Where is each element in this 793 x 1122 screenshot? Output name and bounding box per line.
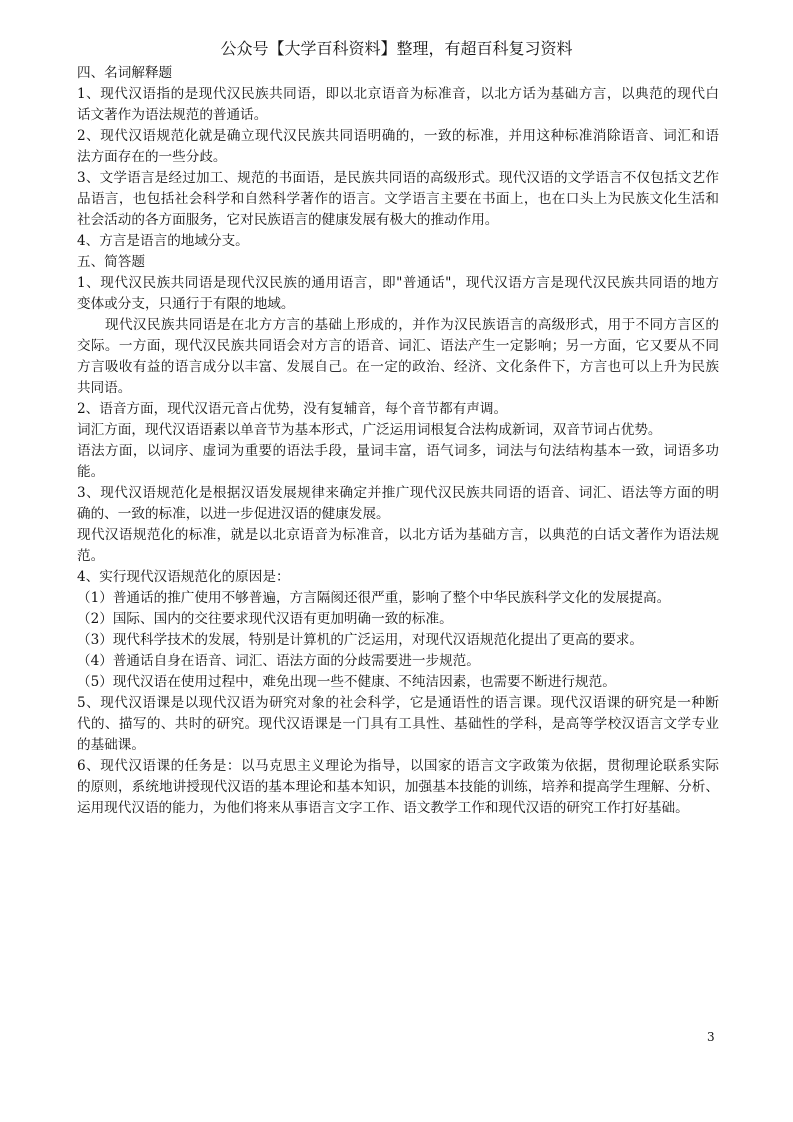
text-line: 2、现代汉语规范化就是确立现代汉民族共同语明确的，一致的标准，并用这种标准消除语音、词汇和语 [77,128,719,144]
text-line: 现代汉语规范化的标准，就是以北京语音为标准音，以北方话为基础方言，以典范的白话文著作为语法规 [77,527,719,543]
text-line: 品语言，也包括社会科学和自然科学著作的语言。文学语言主要在书面上，也在口头上为民族文化生活和 [77,191,719,207]
text-line: 1、现代汉语指的是现代汉民族共同语，即以北京语音为标准音，以北方话为基础方言，以典范的现代白 [77,86,719,102]
text-line: 范。 [77,548,105,564]
text-line: 的基础课。 [77,737,145,753]
paragraph [77,630,719,651]
text-line: 4、方言是语言的地域分支。 [77,233,249,249]
text-line: （4）普通话自身在语音、词汇、语法方面的分歧需要进一步规范。 [77,653,480,669]
paragraph [77,63,719,84]
text-line: 运用现代汉语的能力，为他们将来从事语言文字工作、语文教学工作和现代汉语的研究工作打好基础。 [77,800,689,816]
paragraph [77,672,719,693]
text-line: 社会活动的各方面服务，它对民族语言的健康发展有极大的推动作用。 [77,212,499,228]
text-line: （3）现代科学技术的发展，特别是计算机的广泛运用，对现代汉语规范化提出了更高的要求。 [77,632,643,648]
text-line: 共同语。 [77,380,132,396]
document-body [77,63,719,819]
paragraph [77,651,719,672]
text-line: 交际。一方面，现代汉民族共同语会对方言的语音、词汇、语法产生一定影响；另一方面，它又要从不同 [77,338,719,354]
paragraph [77,420,719,441]
text-line: 五、简答题 [77,254,145,270]
paragraph [77,609,719,630]
page-header: 公众号【大学百科资料】整理，有超百科复习资料 [220,39,573,58]
text-line: （5）现代汉语在使用过程中，难免出现一些不健康、不纯洁因素，也需要不断进行规范。 [77,674,616,690]
text-line: 3、文学语言是经过加工、规范的书面语，是民族共同语的高级形式。现代汉语的文学语言不仅包括文艺作 [77,170,719,186]
text-line: 的原则，系统地讲授现代汉语的基本理论和基本知识，加强基本技能的训练，培养和提高学生理解、分析、 [77,779,719,795]
paragraph [77,126,719,168]
paragraph [77,483,719,525]
paragraph [77,399,719,420]
paragraph [77,525,719,567]
paragraph [77,252,719,273]
paragraph [77,567,719,588]
text-line: 现代汉民族共同语是在北方方言的基础上形成的，并作为汉民族语言的高级形式，用于不同方言区的 [105,317,719,333]
paragraph [77,84,719,126]
text-line: （2）国际、国内的交往要求现代汉语有更加明确一致的标准。 [77,611,453,627]
paragraph [77,693,719,756]
text-line: 语法方面，以词序、虚词为重要的语法手段，量词丰富，语气词多，词法与句法结构基本一致，词语多功 [77,443,719,459]
text-line: 词汇方面，现代汉语语素以单音节为基本形式，广泛运用词根复合法构成新词，双音节词占优势。 [77,422,662,438]
text-line: 2、语音方面，现代汉语元音占优势，没有复辅音，每个音节都有声调。 [77,401,508,417]
text-line: 代的、描写的、共时的研究。现代汉语课是一门具有工具性、基础性的学科，是高等学校汉语言文学专业 [77,716,719,732]
page-number: 3 [707,1030,715,1044]
paragraph [77,168,719,231]
text-line: 方言吸收有益的语言成分以丰富、发展自己。在一定的政治、经济、文化条件下，方言也可以上升为民族 [77,359,719,375]
text-line: 变体或分支，只通行于有限的地域。 [77,296,295,312]
paragraph [77,231,719,252]
text-line: 1、现代汉民族共同语是现代汉民族的通用语言，即"普通话"，现代汉语方言是现代汉民族共同语的地方 [77,275,719,291]
text-line: 4、实行现代汉语规范化的原因是： [77,569,290,585]
text-line: 6、现代汉语课的任务是：以马克思主义理论为指导，以国家的语言文字政策为依据，贯彻理论联系实际 [77,758,719,774]
text-line: 话文著作为语法规范的普通话。 [77,107,268,123]
text-line: 5、现代汉语课是以现代汉语为研究对象的社会科学，它是通语性的语言课。现代汉语课的研究是一种断 [77,695,719,711]
text-line: （1）普通话的推广使用不够普遍，方言隔阂还很严重，影响了整个中华民族科学文化的发展提高。 [77,590,671,606]
text-line: 能。 [77,464,105,480]
text-line: 3、现代汉语规范化是根据汉语发展规律来确定并推广现代汉民族共同语的语音、词汇、语法等方面的明 [77,485,719,501]
text-line: 四、名词解释题 [77,65,173,81]
paragraph [77,588,719,609]
paragraph [77,756,719,819]
paragraph [77,441,719,483]
text-line: 确的、一致的标准，以进一步促进汉语的健康发展。 [77,506,390,522]
paragraph [77,315,719,399]
paragraph [77,273,719,315]
text-line: 法方面存在的一些分歧。 [77,149,227,165]
